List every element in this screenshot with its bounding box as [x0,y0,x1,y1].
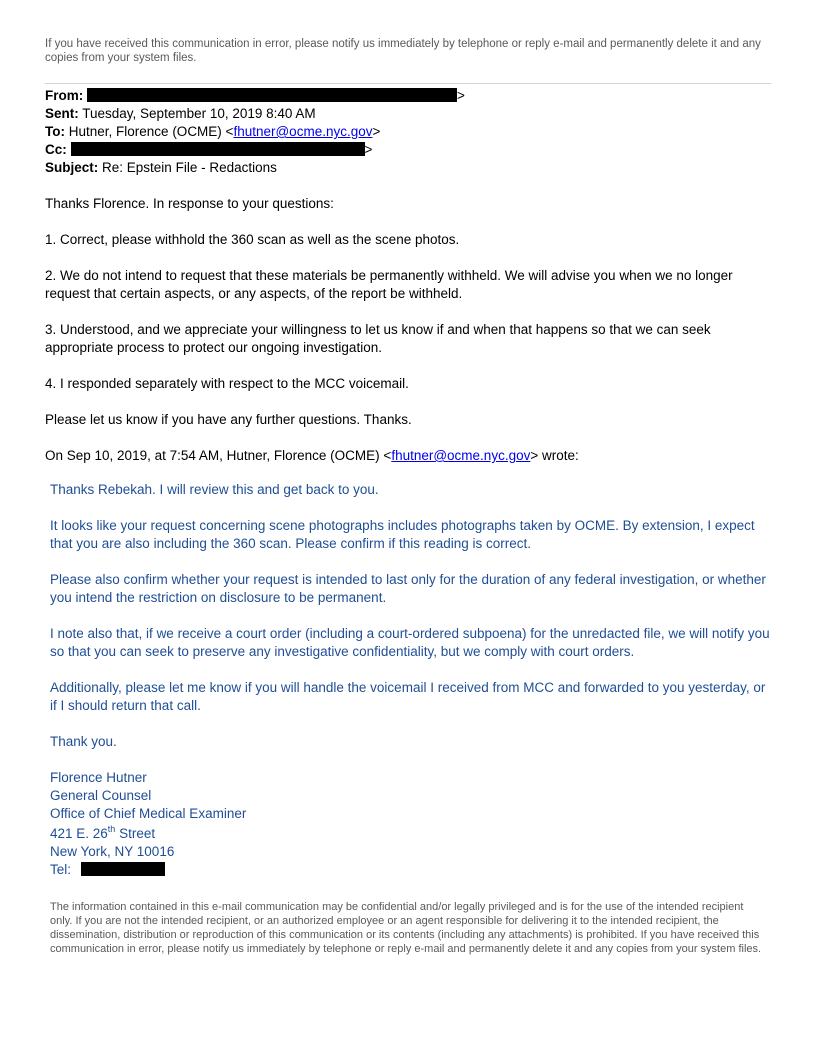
reply-paragraph: 4. I responded separately with respect to the MCC voicemail. [45,376,409,391]
subject-line [45,159,775,177]
footer-disclaimer: The information contained in this e-mail communication may be confidential and/or legally privileged and is for the use of the intended recipient only. If you are not the intended recipient, or an authorized employee or an agent responsible for delivering it to the intended recipient, the dissemination, distribution or reproduction of this communication or its contents (including any attachments) is prohibited. If you have received this communication in error, please notify us immediately by telephone or reply e-mail and permanently delete it and any copies from your system files. [50,901,762,955]
signature-name: Florence Hutner [50,770,147,785]
signature-city: New York, NY 10016 [50,844,175,859]
quoted-paragraph: Additionally, please let me know if you will handle the voicemail I received from MCC and forwarded to you yesterday, or if I should return that call. [50,680,766,713]
wrote-email-link[interactable]: fhutner@ocme.nyc.gov [391,448,531,463]
to-name: Hutner, Florence (OCME) < [68,124,234,139]
signature-street: 421 E. 26th Street [50,824,156,841]
header-disclaimer: If you have received this communication in error, please notify us immediately by telephone or reply e-mail and permanently delete it and any copies from your system files. [45,38,761,64]
cc-suffix: > [364,142,373,157]
quoted-email [50,481,775,879]
to-line [45,123,775,141]
sent-label: Sent: [45,106,79,121]
quoted-paragraph: I note also that, if we receive a court order (including a court-ordered subpoena) for the unredacted file, we will notify you so that you can seek to preserve any investigative confidentiality, but we comply with court orders. [50,626,770,659]
subject-label: Subject: [45,160,99,175]
reply-paragraph: Please let us know if you have any further questions. Thanks. [45,412,412,427]
wrote-line [45,447,775,465]
reply-paragraph: 2. We do not intend to request that these materials be permanently withheld. We will advise you when we no longer request that certain aspects, or any aspects, of the report be withheld. [45,268,733,301]
wrote-suffix: > wrote: [530,448,579,463]
subject-value: Re: Epstein File - Redactions [102,160,277,175]
email-headers [45,87,775,177]
redacted-cc [71,142,365,156]
reply-paragraph: 3. Understood, and we appreciate your willingness to let us know if and when that happens so that we can seek appropriate process to protect our ongoing investigation. [45,322,711,355]
reply-paragraph: Thanks Florence. In response to your questions: [45,196,334,211]
from-suffix: > [457,88,465,103]
to-label: To: [45,124,65,139]
cc-label: Cc: [45,142,67,157]
cc-line [45,141,775,159]
to-suffix: > [372,124,381,139]
signature-tel [50,861,775,879]
quoted-paragraph: Thank you. [50,734,117,749]
quoted-paragraph: Thanks Rebekah. I will review this and get back to you. [50,482,379,497]
from-line [45,87,775,105]
quoted-paragraph: It looks like your request concerning scene photographs includes photographs taken by OCME. By extension, I expect that you are also including the 360 scan. Please confirm if this reading is correct. [50,518,755,551]
signature-office: Office of Chief Medical Examiner [50,806,247,821]
sent-value: Tuesday, September 10, 2019 8:40 AM [82,106,316,121]
sent-line [45,105,775,123]
tel-label: Tel: [50,862,72,877]
reply-paragraph: 1. Correct, please withhold the 360 scan as well as the scene photos. [45,232,460,247]
redacted-from [87,88,457,102]
divider [45,83,771,84]
quoted-paragraph: Please also confirm whether your request is intended to last only for the duration of any federal investigation, or whether you intend the restriction on disclosure to be permanent. [50,572,766,605]
signature-title: General Counsel [50,788,152,803]
from-label: From: [45,88,84,103]
redacted-tel [81,862,165,876]
signature-block [50,769,775,879]
reply-email [45,87,775,465]
to-email-link[interactable]: fhutner@ocme.nyc.gov [233,124,373,139]
wrote-prefix: On Sep 10, 2019, at 7:54 AM, Hutner, Florence (OCME) < [45,448,392,463]
